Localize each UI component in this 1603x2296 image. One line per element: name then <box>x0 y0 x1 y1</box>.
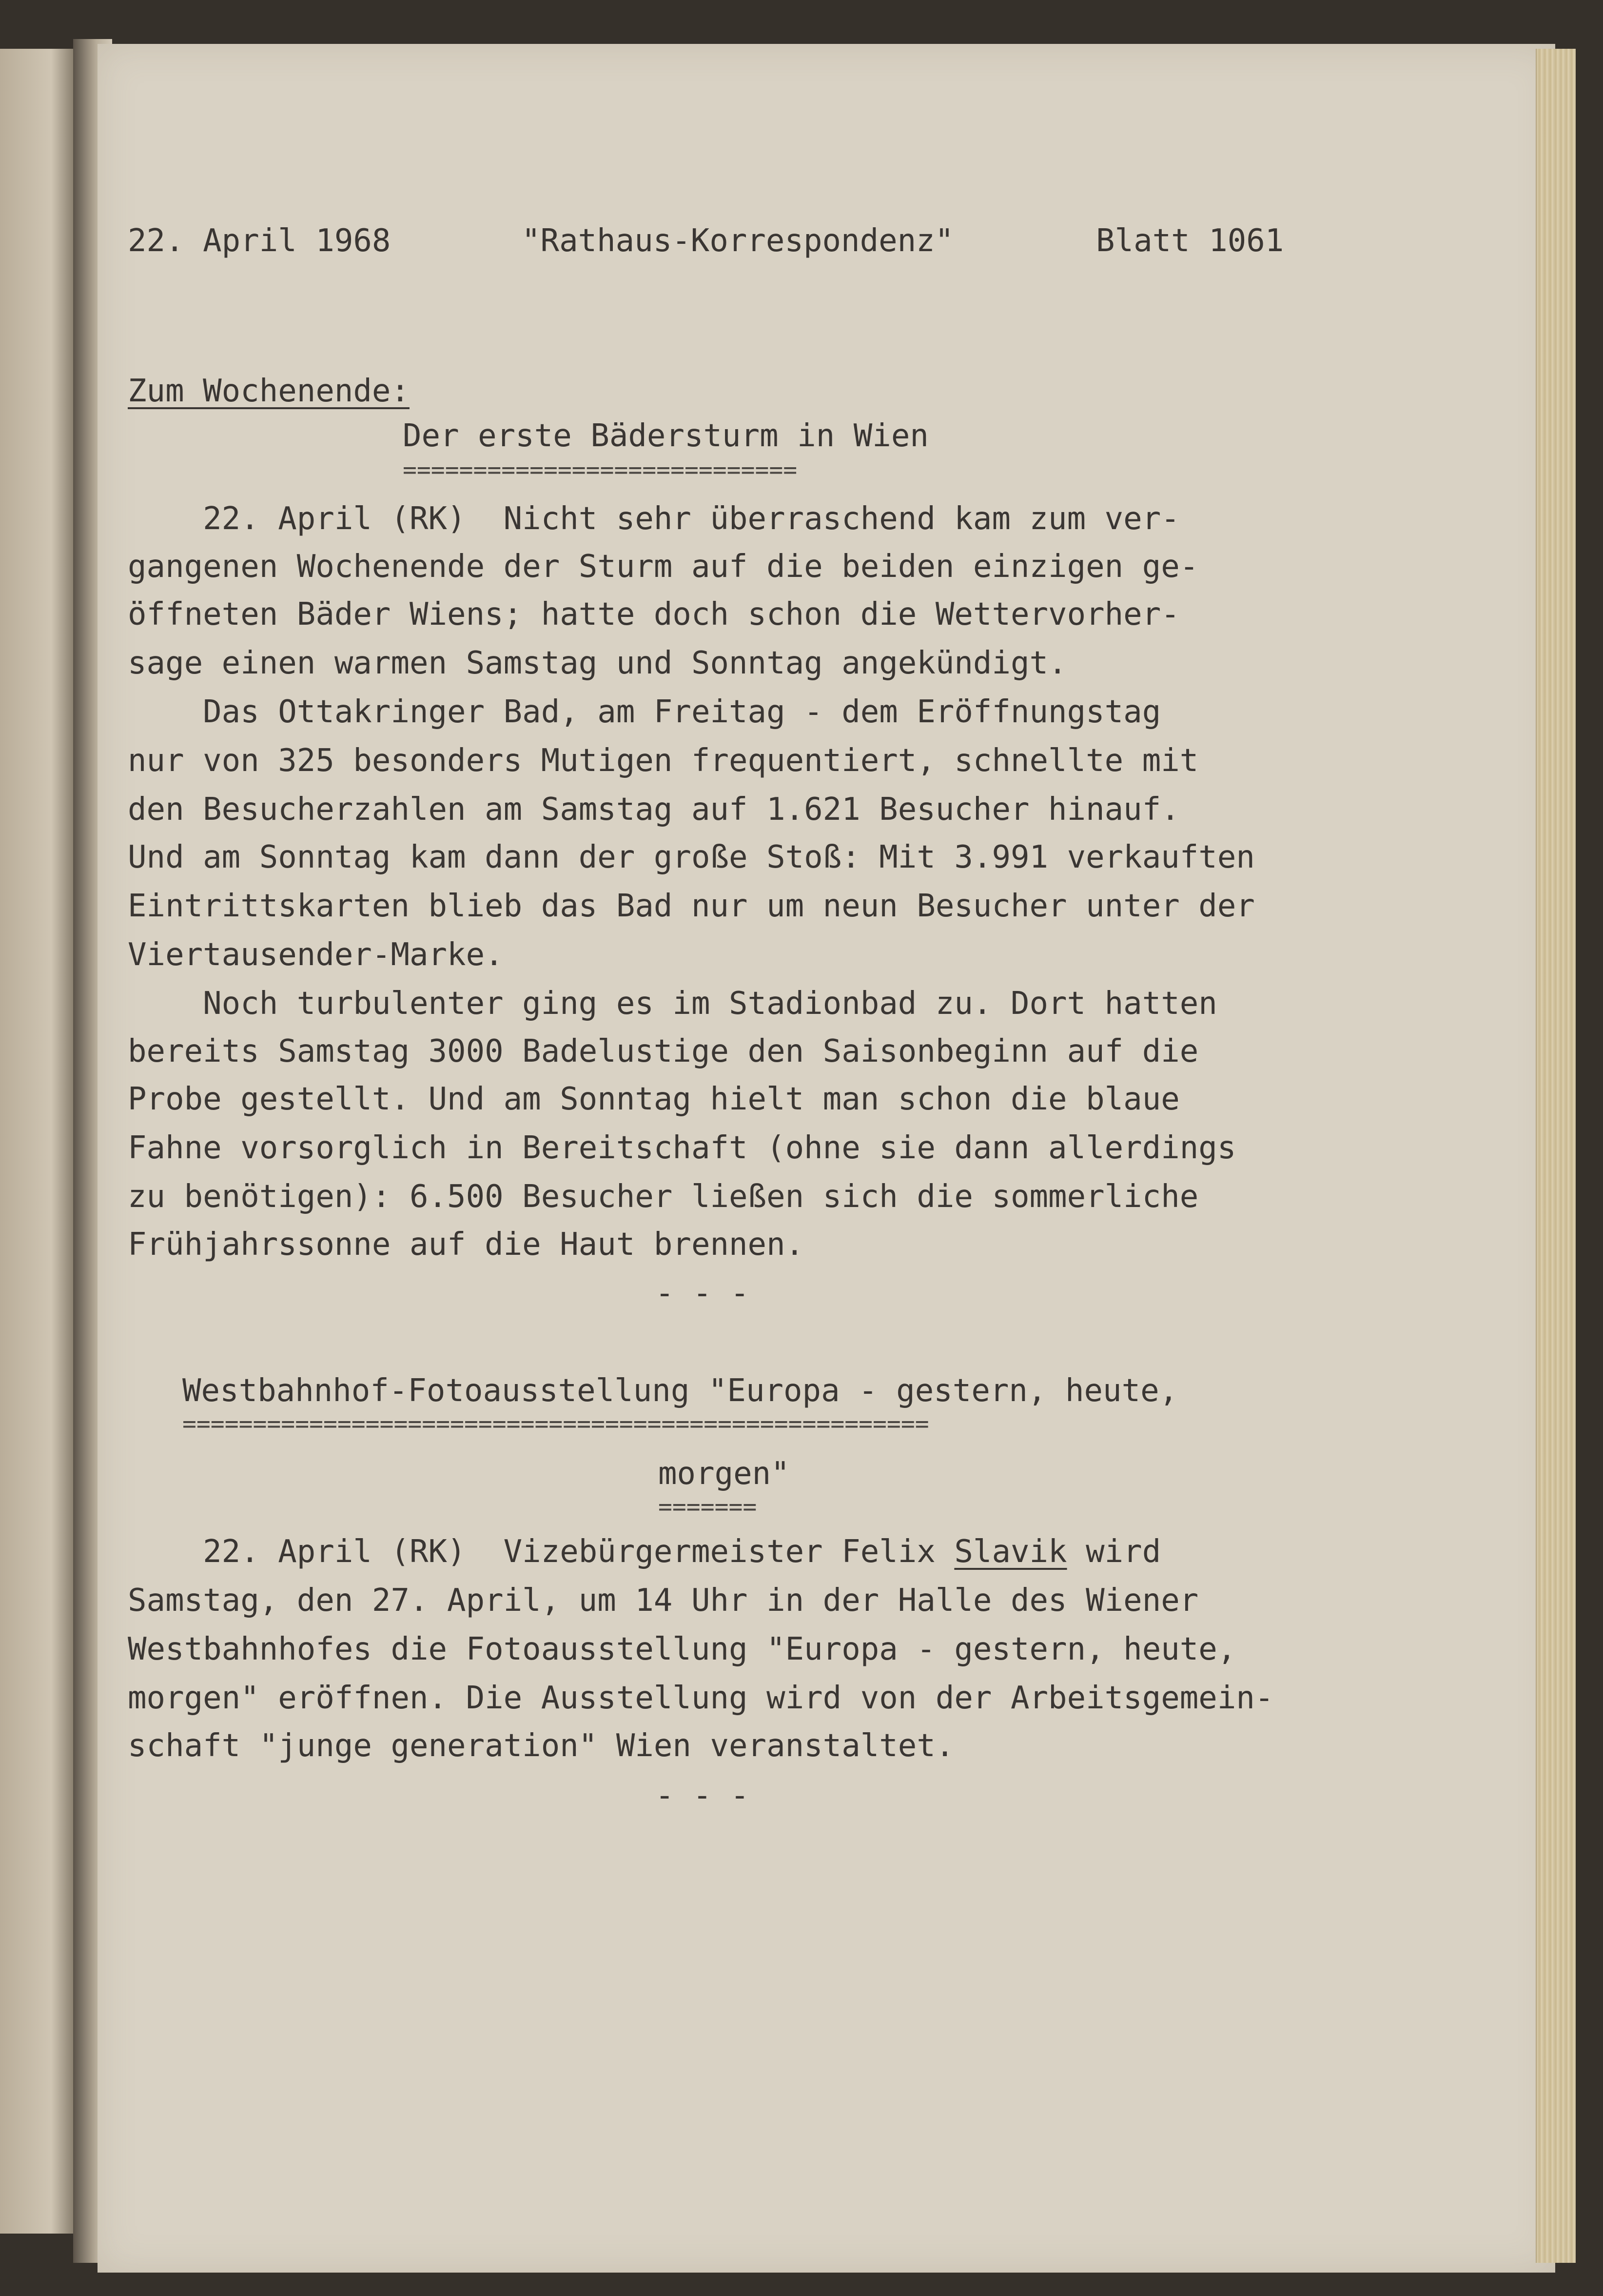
article-title: Westbahnhof-Fotoausstellung "Europa - gestern, heute, <box>182 1373 1178 1409</box>
article-line: schaft "junge generation" Wien veranstaltet. <box>128 1728 955 1764</box>
article-line: Fahne vorsorglich in Bereitschaft (ohne sie dann allerdings <box>128 1130 1236 1166</box>
section-separator: - - - <box>655 1275 749 1311</box>
article-line: den Besucherzahlen am Samstag auf 1.621 Besucher hinauf. <box>128 792 1180 828</box>
article-line: bereits Samstag 3000 Badelustige den Saisonbeginn auf die <box>128 1033 1199 1069</box>
article-line: morgen" eröffnen. Die Ausstellung wird von der Arbeitsgemein- <box>128 1680 1274 1716</box>
article-line: öffneten Bäder Wiens; hatte doch schon die Wettervorher- <box>128 596 1180 633</box>
article-line: Frühjahrssonne auf die Haut brennen. <box>128 1227 804 1263</box>
person-name: Slavik <box>954 1534 1067 1570</box>
article-line: Samstag, den 27. April, um 14 Uhr in der Halle des Wiener <box>128 1583 1199 1619</box>
article-line <box>128 1534 1161 1570</box>
article-kicker: Zum Wochenende: <box>128 373 410 409</box>
article-title: Der erste Bädersturm in Wien <box>403 418 929 454</box>
article-line: Viertausender-Marke. <box>128 937 504 973</box>
article-line: Das Ottakringer Bad, am Freitag - dem Eröffnungstag <box>128 694 1161 730</box>
header-publication: "Rathaus-Korrespondenz" <box>522 223 954 259</box>
article-title-continued: morgen" <box>658 1456 790 1492</box>
article-line: zu benötigen): 6.500 Besucher ließen sich die sommerliche <box>128 1179 1199 1215</box>
title-underline-rule: ============================ <box>403 456 798 484</box>
title-underline-rule: ======= <box>658 1493 757 1521</box>
line-text: wird <box>1067 1534 1161 1570</box>
article-line: Probe gestellt. Und am Sonntag hielt man schon die blaue <box>128 1081 1180 1117</box>
header-date: 22. April 1968 <box>128 223 391 259</box>
article-line: Und am Sonntag kam dann der große Stoß: Mit 3.991 verkauften <box>128 839 1255 875</box>
article-line: sage einen warmen Samstag und Sonntag angekündigt. <box>128 645 1067 681</box>
title-underline-rule: ===================================================== <box>182 1410 929 1438</box>
line-text: 22. April (RK) Vizebürgermeister Felix <box>128 1534 955 1570</box>
article-line: 22. April (RK) Nicht sehr überraschend kam zum ver- <box>128 501 1180 537</box>
article-line: Noch turbulenter ging es im Stadionbad zu. Dort hatten <box>128 986 1217 1022</box>
header-sheet-number: Blatt 1061 <box>1096 223 1284 259</box>
article-line: Eintrittskarten blieb das Bad nur um neun Besucher unter der <box>128 888 1255 924</box>
article-line: nur von 325 besonders Mutigen frequentiert, schnellte mit <box>128 743 1199 779</box>
article-line: gangenen Wochenende der Sturm auf die beiden einzigen ge- <box>128 549 1199 585</box>
section-separator: - - - <box>655 1778 749 1814</box>
article-line: Westbahnhofes die Fotoausstellung "Europa - gestern, heute, <box>128 1631 1236 1667</box>
